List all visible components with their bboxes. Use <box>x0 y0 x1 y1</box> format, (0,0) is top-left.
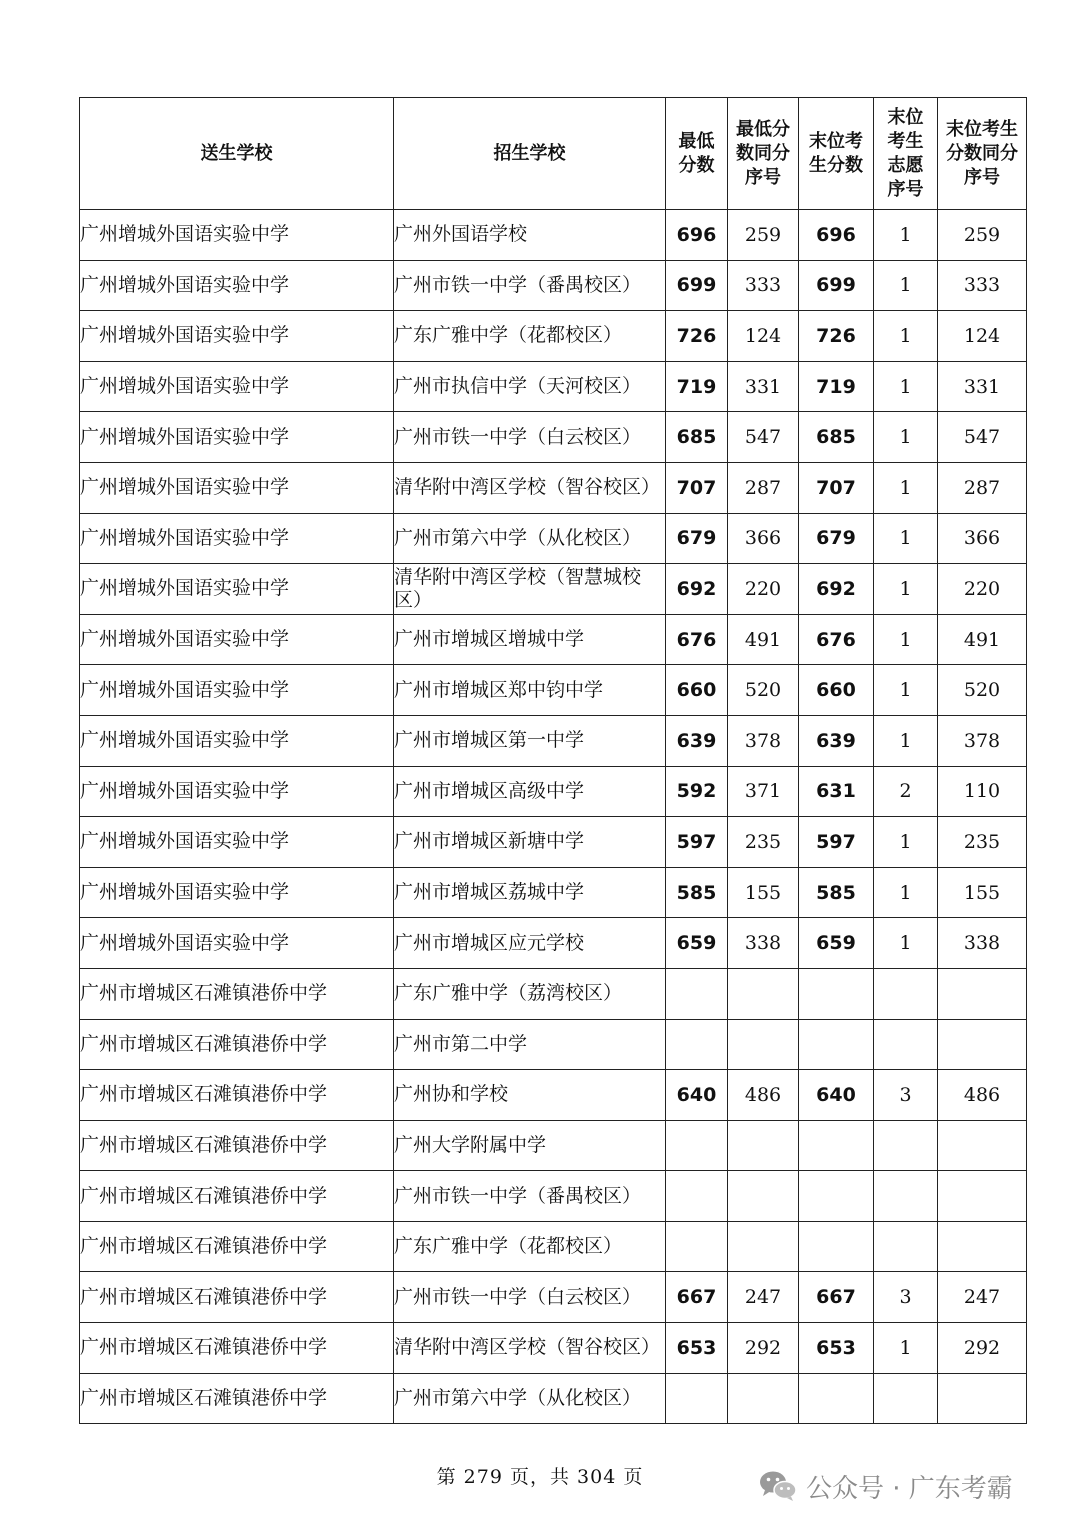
page-number: 第 279 页，共 304 页 <box>436 1466 644 1488</box>
cell-sending-school: 广州增城外国语实验中学 <box>80 918 394 969</box>
cell-last-score-rank: 259 <box>938 210 1027 261</box>
cell-admitting-school: 广州市第二中学 <box>394 1019 666 1070</box>
cell-admitting-school: 广州外国语学校 <box>394 210 666 261</box>
column-header-sending-school: 送生学校 <box>80 98 394 210</box>
cell-last-score-rank: 547 <box>938 412 1027 463</box>
cell-last-score: 692 <box>799 564 874 615</box>
cell-last-score-rank: 287 <box>938 462 1027 513</box>
cell-min-score-rank: 287 <box>728 462 799 513</box>
cell-last-score-rank <box>938 1373 1027 1424</box>
cell-admitting-school: 广州市铁一中学（番禺校区） <box>394 1171 666 1222</box>
table-row <box>80 1019 1027 1070</box>
cell-min-score: 597 <box>666 817 728 868</box>
column-header-min-score-rank: 最低分 数同分 序号 <box>728 98 799 210</box>
cell-last-score-rank: 491 <box>938 614 1027 665</box>
cell-last-score: 585 <box>799 867 874 918</box>
cell-min-score-rank: 155 <box>728 867 799 918</box>
cell-sending-school: 广州市增城区石滩镇港侨中学 <box>80 1019 394 1070</box>
cell-min-score: 679 <box>666 513 728 564</box>
cell-min-score: 696 <box>666 210 728 261</box>
cell-last-choice-order: 1 <box>874 564 938 615</box>
cell-admitting-school: 广东广雅中学（花都校区） <box>394 1221 666 1272</box>
cell-last-choice-order: 1 <box>874 715 938 766</box>
cell-sending-school: 广州增城外国语实验中学 <box>80 766 394 817</box>
cell-admitting-school: 广州市铁一中学（番禺校区） <box>394 260 666 311</box>
cell-sending-school: 广州增城外国语实验中学 <box>80 817 394 868</box>
cell-last-score: 667 <box>799 1272 874 1323</box>
cell-min-score: 653 <box>666 1323 728 1374</box>
cell-min-score-rank: 371 <box>728 766 799 817</box>
cell-last-score-rank <box>938 1019 1027 1070</box>
table-row <box>80 867 1027 918</box>
cell-min-score-rank: 292 <box>728 1323 799 1374</box>
table-row <box>80 817 1027 868</box>
cell-admitting-school: 广州大学附属中学 <box>394 1120 666 1171</box>
cell-min-score-rank: 366 <box>728 513 799 564</box>
cell-admitting-school: 广州市第六中学（从化校区） <box>394 1373 666 1424</box>
cell-min-score-rank: 491 <box>728 614 799 665</box>
cell-last-score: 679 <box>799 513 874 564</box>
table-row <box>80 614 1027 665</box>
cell-last-score-rank <box>938 1221 1027 1272</box>
cell-min-score-rank: 333 <box>728 260 799 311</box>
cell-last-choice-order <box>874 968 938 1019</box>
cell-min-score-rank <box>728 1373 799 1424</box>
cell-last-choice-order: 1 <box>874 462 938 513</box>
cell-min-score: 699 <box>666 260 728 311</box>
cell-last-choice-order: 3 <box>874 1070 938 1121</box>
cell-sending-school: 广州增城外国语实验中学 <box>80 513 394 564</box>
cell-last-choice-order: 1 <box>874 260 938 311</box>
table-row <box>80 918 1027 969</box>
cell-min-score: 692 <box>666 564 728 615</box>
cell-min-score-rank: 220 <box>728 564 799 615</box>
cell-last-choice-order: 1 <box>874 513 938 564</box>
cell-last-choice-order <box>874 1019 938 1070</box>
table-row <box>80 715 1027 766</box>
cell-min-score-rank: 378 <box>728 715 799 766</box>
cell-last-score-rank: 331 <box>938 361 1027 412</box>
cell-last-choice-order <box>874 1120 938 1171</box>
cell-admitting-school: 广州市增城区高级中学 <box>394 766 666 817</box>
table-row <box>80 1323 1027 1374</box>
column-header-admitting-school: 招生学校 <box>394 98 666 210</box>
cell-sending-school: 广州增城外国语实验中学 <box>80 361 394 412</box>
cell-admitting-school: 广州市增城区荔城中学 <box>394 867 666 918</box>
cell-last-score: 707 <box>799 462 874 513</box>
cell-last-choice-order: 1 <box>874 918 938 969</box>
cell-sending-school: 广州增城外国语实验中学 <box>80 665 394 716</box>
cell-admitting-school: 广州市执信中学（天河校区） <box>394 361 666 412</box>
table-row <box>80 260 1027 311</box>
table-row <box>80 564 1027 615</box>
cell-admitting-school: 广州市增城区新塘中学 <box>394 817 666 868</box>
cell-last-score: 640 <box>799 1070 874 1121</box>
cell-sending-school: 广州市增城区石滩镇港侨中学 <box>80 1272 394 1323</box>
cell-last-score-rank: 366 <box>938 513 1027 564</box>
cell-sending-school: 广州增城外国语实验中学 <box>80 867 394 918</box>
cell-last-score: 699 <box>799 260 874 311</box>
cell-admitting-school: 广州市第六中学（从化校区） <box>394 513 666 564</box>
cell-last-choice-order: 1 <box>874 311 938 362</box>
cell-sending-school: 广州增城外国语实验中学 <box>80 715 394 766</box>
cell-last-score-rank: 520 <box>938 665 1027 716</box>
table-row <box>80 361 1027 412</box>
cell-min-score: 640 <box>666 1070 728 1121</box>
cell-admitting-school: 清华附中湾区学校（智慧城校区） <box>394 564 666 615</box>
cell-sending-school: 广州增城外国语实验中学 <box>80 614 394 665</box>
cell-min-score: 676 <box>666 614 728 665</box>
table-row <box>80 1373 1027 1424</box>
cell-sending-school: 广州增城外国语实验中学 <box>80 260 394 311</box>
cell-last-choice-order: 1 <box>874 817 938 868</box>
cell-last-score-rank <box>938 1171 1027 1222</box>
table-row <box>80 210 1027 261</box>
cell-last-score <box>799 1120 874 1171</box>
cell-last-score: 719 <box>799 361 874 412</box>
cell-last-score-rank <box>938 1120 1027 1171</box>
cell-admitting-school: 清华附中湾区学校（智谷校区） <box>394 1323 666 1374</box>
cell-admitting-school: 广州市铁一中学（白云校区） <box>394 1272 666 1323</box>
table-row <box>80 665 1027 716</box>
cell-last-score-rank: 110 <box>938 766 1027 817</box>
cell-admitting-school: 广东广雅中学（花都校区） <box>394 311 666 362</box>
cell-min-score: 660 <box>666 665 728 716</box>
cell-admitting-school: 广州市增城区郑中钧中学 <box>394 665 666 716</box>
cell-sending-school: 广州市增城区石滩镇港侨中学 <box>80 1070 394 1121</box>
cell-last-score-rank: 124 <box>938 311 1027 362</box>
cell-min-score-rank: 338 <box>728 918 799 969</box>
cell-last-choice-order: 1 <box>874 361 938 412</box>
cell-last-choice-order: 1 <box>874 210 938 261</box>
cell-min-score: 667 <box>666 1272 728 1323</box>
cell-min-score: 585 <box>666 867 728 918</box>
cell-last-score <box>799 1171 874 1222</box>
wechat-icon <box>758 1469 798 1503</box>
column-header-last-score-rank: 末位考生 分数同分 序号 <box>938 98 1027 210</box>
table-row <box>80 968 1027 1019</box>
cell-last-choice-order: 2 <box>874 766 938 817</box>
watermark <box>758 1466 1013 1506</box>
cell-last-score: 659 <box>799 918 874 969</box>
cell-min-score <box>666 1171 728 1222</box>
table-row <box>80 513 1027 564</box>
cell-sending-school: 广州市增城区石滩镇港侨中学 <box>80 968 394 1019</box>
cell-min-score <box>666 968 728 1019</box>
cell-last-score <box>799 968 874 1019</box>
cell-admitting-school: 广东广雅中学（荔湾校区） <box>394 968 666 1019</box>
cell-admitting-school: 广州协和学校 <box>394 1070 666 1121</box>
cell-admitting-school: 广州市铁一中学（白云校区） <box>394 412 666 463</box>
cell-min-score: 685 <box>666 412 728 463</box>
cell-last-score: 639 <box>799 715 874 766</box>
cell-min-score-rank: 520 <box>728 665 799 716</box>
cell-min-score: 639 <box>666 715 728 766</box>
table-row <box>80 766 1027 817</box>
cell-last-choice-order: 1 <box>874 1323 938 1374</box>
cell-last-score-rank: 155 <box>938 867 1027 918</box>
cell-sending-school: 广州市增城区石滩镇港侨中学 <box>80 1120 394 1171</box>
cell-min-score-rank <box>728 968 799 1019</box>
cell-admitting-school: 广州市增城区第一中学 <box>394 715 666 766</box>
table-row <box>80 311 1027 362</box>
cell-min-score-rank: 259 <box>728 210 799 261</box>
cell-last-choice-order: 1 <box>874 665 938 716</box>
cell-sending-school: 广州增城外国语实验中学 <box>80 210 394 261</box>
table-row <box>80 1221 1027 1272</box>
cell-min-score-rank: 331 <box>728 361 799 412</box>
cell-last-score: 676 <box>799 614 874 665</box>
cell-last-score <box>799 1221 874 1272</box>
cell-last-choice-order: 1 <box>874 867 938 918</box>
cell-sending-school: 广州增城外国语实验中学 <box>80 564 394 615</box>
cell-min-score-rank: 247 <box>728 1272 799 1323</box>
cell-last-score: 726 <box>799 311 874 362</box>
cell-min-score <box>666 1120 728 1171</box>
cell-last-score: 597 <box>799 817 874 868</box>
cell-last-score-rank: 292 <box>938 1323 1027 1374</box>
cell-last-choice-order: 1 <box>874 614 938 665</box>
cell-last-score: 660 <box>799 665 874 716</box>
cell-last-score <box>799 1019 874 1070</box>
cell-sending-school: 广州市增城区石滩镇港侨中学 <box>80 1221 394 1272</box>
table-row <box>80 1070 1027 1121</box>
column-header-min-score: 最低 分数 <box>666 98 728 210</box>
cell-min-score <box>666 1373 728 1424</box>
cell-sending-school: 广州增城外国语实验中学 <box>80 462 394 513</box>
cell-min-score-rank <box>728 1171 799 1222</box>
cell-last-score <box>799 1373 874 1424</box>
column-header-last-score: 末位考 生分数 <box>799 98 874 210</box>
cell-last-score: 653 <box>799 1323 874 1374</box>
cell-min-score: 707 <box>666 462 728 513</box>
cell-min-score-rank <box>728 1019 799 1070</box>
cell-last-score-rank: 220 <box>938 564 1027 615</box>
cell-last-choice-order <box>874 1171 938 1222</box>
cell-last-score-rank: 247 <box>938 1272 1027 1323</box>
cell-sending-school: 广州市增城区石滩镇港侨中学 <box>80 1373 394 1424</box>
cell-min-score: 719 <box>666 361 728 412</box>
cell-min-score-rank: 235 <box>728 817 799 868</box>
cell-last-score-rank: 486 <box>938 1070 1027 1121</box>
watermark-text: 公众号 · 广东考霸 <box>806 1473 1013 1504</box>
cell-last-score-rank <box>938 968 1027 1019</box>
cell-min-score: 592 <box>666 766 728 817</box>
cell-last-choice-order: 1 <box>874 412 938 463</box>
cell-last-score-rank: 235 <box>938 817 1027 868</box>
cell-sending-school: 广州增城外国语实验中学 <box>80 412 394 463</box>
cell-sending-school: 广州市增城区石滩镇港侨中学 <box>80 1171 394 1222</box>
cell-sending-school: 广州增城外国语实验中学 <box>80 311 394 362</box>
table-row <box>80 462 1027 513</box>
cell-min-score-rank <box>728 1221 799 1272</box>
header-row <box>80 98 1027 210</box>
cell-min-score: 659 <box>666 918 728 969</box>
table-row <box>80 412 1027 463</box>
cell-min-score-rank: 547 <box>728 412 799 463</box>
table-row <box>80 1171 1027 1222</box>
cell-min-score-rank: 486 <box>728 1070 799 1121</box>
cell-min-score <box>666 1019 728 1070</box>
cell-last-score-rank: 333 <box>938 260 1027 311</box>
cell-min-score-rank <box>728 1120 799 1171</box>
cell-min-score <box>666 1221 728 1272</box>
cell-last-choice-order <box>874 1373 938 1424</box>
cell-last-choice-order <box>874 1221 938 1272</box>
table-row <box>80 1272 1027 1323</box>
cell-admitting-school: 广州市增城区应元学校 <box>394 918 666 969</box>
cell-last-choice-order: 3 <box>874 1272 938 1323</box>
cell-admitting-school: 广州市增城区增城中学 <box>394 614 666 665</box>
cell-last-score: 631 <box>799 766 874 817</box>
cell-min-score-rank: 124 <box>728 311 799 362</box>
table-row <box>80 1120 1027 1171</box>
cell-last-score-rank: 338 <box>938 918 1027 969</box>
cell-admitting-school: 清华附中湾区学校（智谷校区） <box>394 462 666 513</box>
cell-last-score: 696 <box>799 210 874 261</box>
column-header-last-choice-order: 末位 考生 志愿 序号 <box>874 98 938 210</box>
admission-table <box>79 97 1027 1424</box>
cell-sending-school: 广州市增城区石滩镇港侨中学 <box>80 1323 394 1374</box>
cell-last-score-rank: 378 <box>938 715 1027 766</box>
cell-min-score: 726 <box>666 311 728 362</box>
cell-last-score: 685 <box>799 412 874 463</box>
